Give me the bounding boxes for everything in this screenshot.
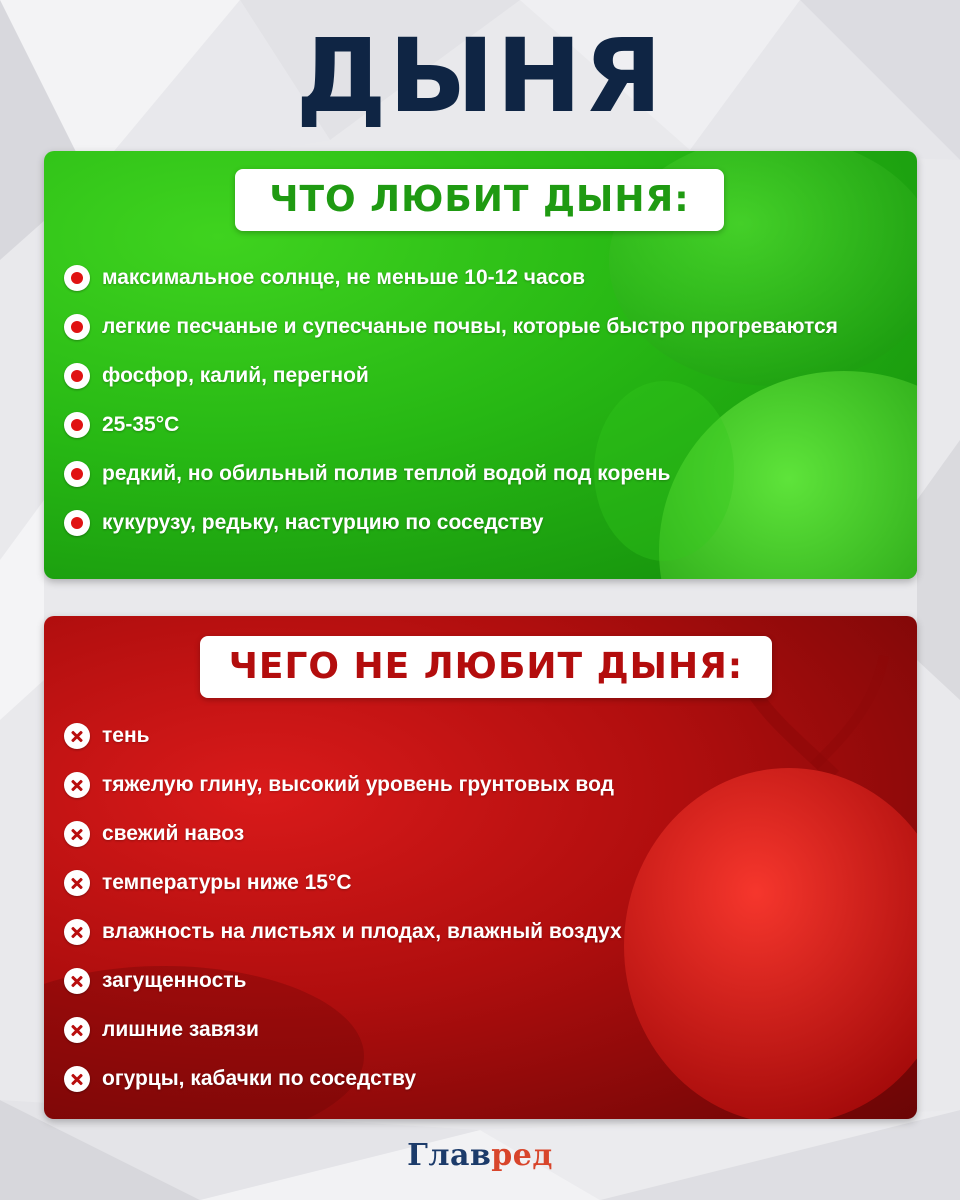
likes-heading: ЧТО ЛЮБИТ ДЫНЯ:: [235, 169, 724, 231]
list-item: кукурузу, редьку, настурцию по соседству: [64, 498, 838, 547]
likes-panel: [44, 151, 917, 579]
x-circle-icon: [64, 723, 90, 749]
list-item: температуры ниже 15°С: [64, 858, 622, 907]
page-title: ДЫНЯ: [295, 17, 665, 136]
brand-logo: [0, 1138, 960, 1173]
x-circle-icon: [64, 1017, 90, 1043]
list-item: максимальное солнце, не меньше 10-12 часов: [64, 253, 838, 302]
red-dot-icon: [64, 314, 90, 340]
list-item: загущенность: [64, 956, 622, 1005]
list-item: фосфор, калий, перегной: [64, 351, 838, 400]
red-dot-icon: [64, 412, 90, 438]
red-dot-icon: [64, 461, 90, 487]
red-dot-icon: [64, 363, 90, 389]
red-dot-icon: [64, 510, 90, 536]
list-item: огурцы, кабачки по соседству: [64, 1054, 622, 1103]
x-circle-icon: [64, 919, 90, 945]
logo-part-1: Глав: [407, 1138, 492, 1173]
x-circle-icon: [64, 1066, 90, 1092]
dislikes-heading: ЧЕГО НЕ ЛЮБИТ ДЫНЯ:: [200, 636, 772, 698]
likes-list: [64, 253, 838, 547]
x-circle-icon: [64, 870, 90, 896]
x-circle-icon: [64, 968, 90, 994]
list-item: влажность на листьях и плодах, влажный воздух: [64, 907, 622, 956]
logo-part-2: ред: [491, 1138, 553, 1173]
list-item: свежий навоз: [64, 809, 622, 858]
list-item: редкий, но обильный полив теплой водой под корень: [64, 449, 838, 498]
dislikes-list: [64, 711, 622, 1103]
x-circle-icon: [64, 821, 90, 847]
x-circle-icon: [64, 772, 90, 798]
list-item: тяжелую глину, высокий уровень грунтовых вод: [64, 760, 622, 809]
dislikes-panel: [44, 616, 917, 1119]
list-item: тень: [64, 711, 622, 760]
list-item: лишние завязи: [64, 1005, 622, 1054]
red-dot-icon: [64, 265, 90, 291]
list-item: легкие песчаные и супесчаные почвы, которые быстро прогреваются: [64, 302, 838, 351]
list-item: 25-35°С: [64, 400, 838, 449]
